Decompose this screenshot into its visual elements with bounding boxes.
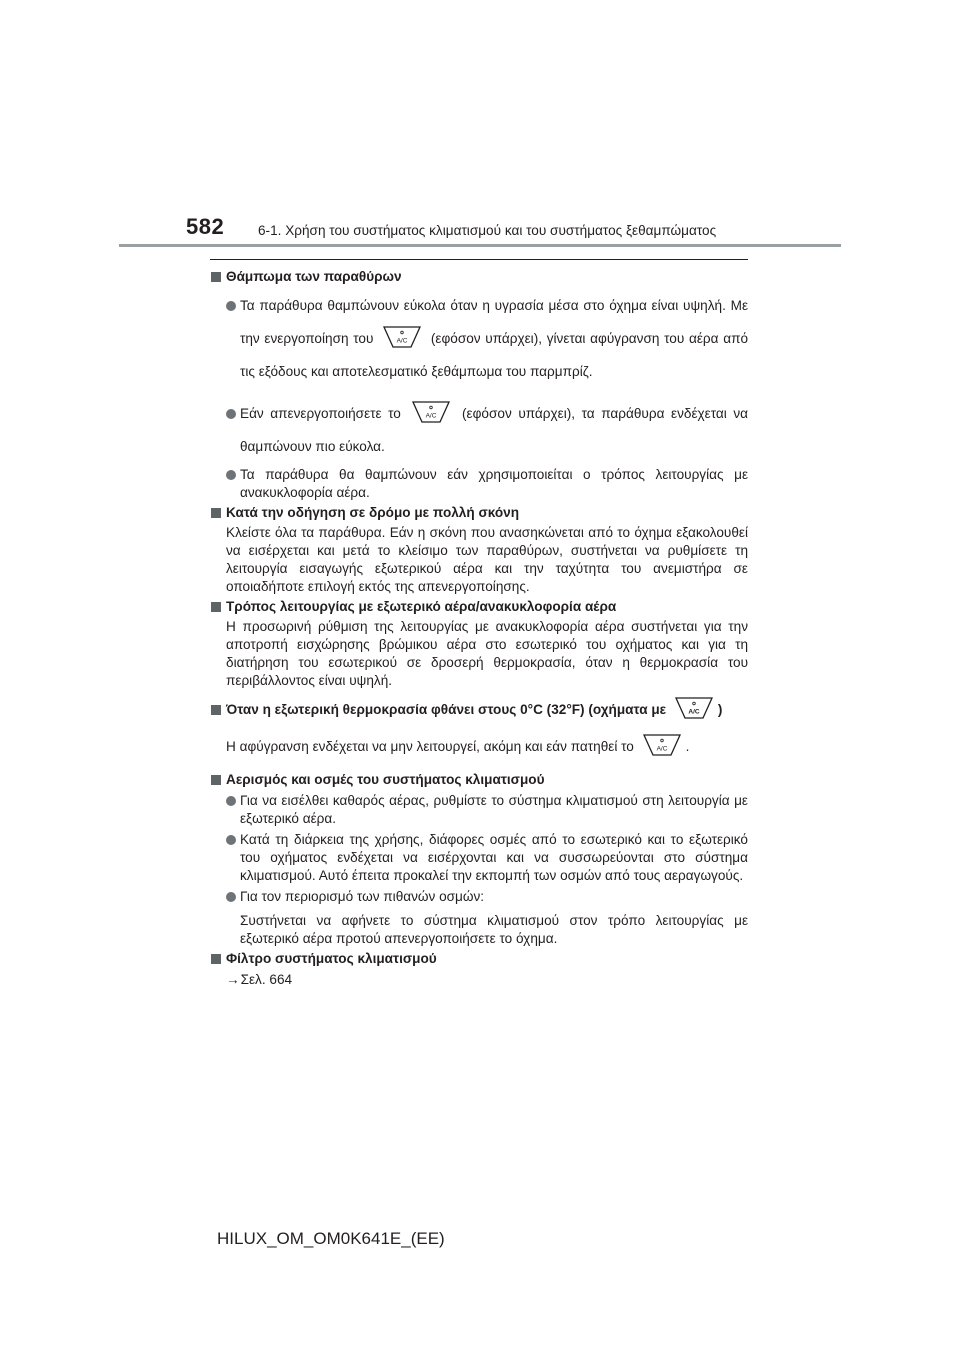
square-bullet-icon [211, 705, 221, 715]
round-bullet-icon [226, 835, 236, 845]
round-bullet-icon [226, 796, 236, 806]
section-heading: Φίλτρο συστήματος κλιματισμού [210, 950, 748, 968]
list-item: Για τον περιορισμό των πιθανών οσμών: [210, 888, 748, 906]
ac-label: A/C [656, 745, 668, 753]
list-item: Τα παράθυρα θαμπώνουν εύκολα όταν η υγρασία μέσα στο όχημα είναι υψηλή. Με την ενεργοποίηση του A/C (εφόσον υπάρχει), γίνεται αφύγρανση του αέρα από τις εξόδους και αποτελεσματικό ξεθάμπωμα του παρμπρίζ. [210, 289, 748, 388]
document-code: HILUX_OM_OM0K641E_(EE) [217, 1229, 445, 1248]
section-divider [210, 259, 748, 260]
list-item: Κατά τη διάρκεια της χρήσης, διάφορες οσμές από το εσωτερικό και το εξωτερικό του οχήματος ενδέχεται να εισέρχονται και να συσσωρεύονται στο σύστημα κλιματισμού. Αυτό έπειτα προκαλεί την εκπομπή των οσμών από τους αεραγωγούς. [210, 831, 748, 885]
ac-label: A/C [396, 337, 408, 345]
paragraph: Κλείστε όλα τα παράθυρα. Εάν η σκόνη που ανασηκώνεται από το όχημα εξακολουθεί να εισέρχεται και μετά το κλείσιμο των παραθύρων, συστήνεται να ρυθμίσετε τη λειτουργία εισαγωγής εξωτερικού αέρα και την ταχύτητα του ανεμιστήρα σε οποιαδήποτε επιλογή εκτός της απενεργοποίησης. [226, 525, 748, 594]
square-bullet-icon [211, 775, 221, 785]
arrow-right-icon: → [226, 972, 240, 987]
section-heading: Όταν η εξωτερική θερμοκρασία φθάνει στους 0°C (32°F) (οχήματα με A/C ) [210, 692, 748, 728]
ac-button-icon [674, 696, 714, 720]
list-item: Για να εισέλθει καθαρός αέρας, ρυθμίστε το σύστημα κλιματισμού στη λειτουργία με εξωτερικό αέρα. [210, 792, 748, 828]
page-header [0, 214, 960, 254]
section-heading: Αερισμός και οσμές του συστήματος κλιματισμού [210, 771, 748, 789]
ac-label: A/C [688, 708, 700, 716]
square-bullet-icon [211, 508, 221, 518]
round-bullet-icon [226, 470, 236, 480]
page-content [210, 266, 748, 989]
square-bullet-icon [211, 272, 221, 282]
page-number: 582 [186, 214, 225, 239]
ac-button-icon [642, 733, 682, 757]
ac-label: A/C [426, 412, 437, 420]
square-bullet-icon [211, 954, 221, 964]
round-bullet-icon [226, 892, 236, 902]
chapter-title: 6-1. Χρήση του συστήματος κλιματισμού και του συστήματος ξεθαμπώματος [258, 223, 717, 238]
section-heading: Θάμπωμα των παραθύρων [210, 268, 748, 286]
section-heading: Κατά την οδήγηση σε δρόμο με πολλή σκόνη [210, 504, 748, 522]
paragraph: Συστήνεται να αφήνετε το σύστημα κλιματισμού στον τρόπο λειτουργίας με εξωτερικό αέρα προτού απενεργοποιήσετε το όχημα. [240, 913, 748, 946]
list-item: Εάν απενεργοποιήσετε το A/C (εφόσον υπάρχει), τα παράθυρα ενδέχεται να θαμπώνουν πιο εύκολα. [210, 397, 748, 463]
round-bullet-icon [226, 301, 236, 311]
page-reference-link[interactable]: →Σελ. 664 [226, 972, 293, 987]
header-divider [119, 244, 841, 247]
round-bullet-icon [226, 409, 236, 419]
ac-button-icon [411, 400, 451, 424]
paragraph: Η προσωρινή ρύθμιση της λειτουργίας με ανακυκλοφορία αέρα συστήνεται για την αποτροπή εισχώρησης βρώμικου αέρα στο εσωτερικό του οχήματος και για τη διατήρηση του εσωτερικού σε δροσερή θερμοκρασία, όταν η θερμοκρασία του περιβάλλοντος είναι υψηλή. [226, 619, 748, 688]
list-item: Τα παράθυρα θα θαμπώνουν εάν χρησιμοποιείται ο τρόπος λειτουργίας με ανακυκλοφορία αέρα. [210, 466, 748, 502]
paragraph: Η αφύγρανση ενδέχεται να μην λειτουργεί, ακόμη και εάν πατηθεί το A/C . [210, 730, 748, 763]
section-heading: Τρόπος λειτουργίας με εξωτερικό αέρα/ανακυκλοφορία αέρα [210, 598, 748, 616]
ac-button-icon [382, 325, 422, 349]
square-bullet-icon [211, 602, 221, 612]
